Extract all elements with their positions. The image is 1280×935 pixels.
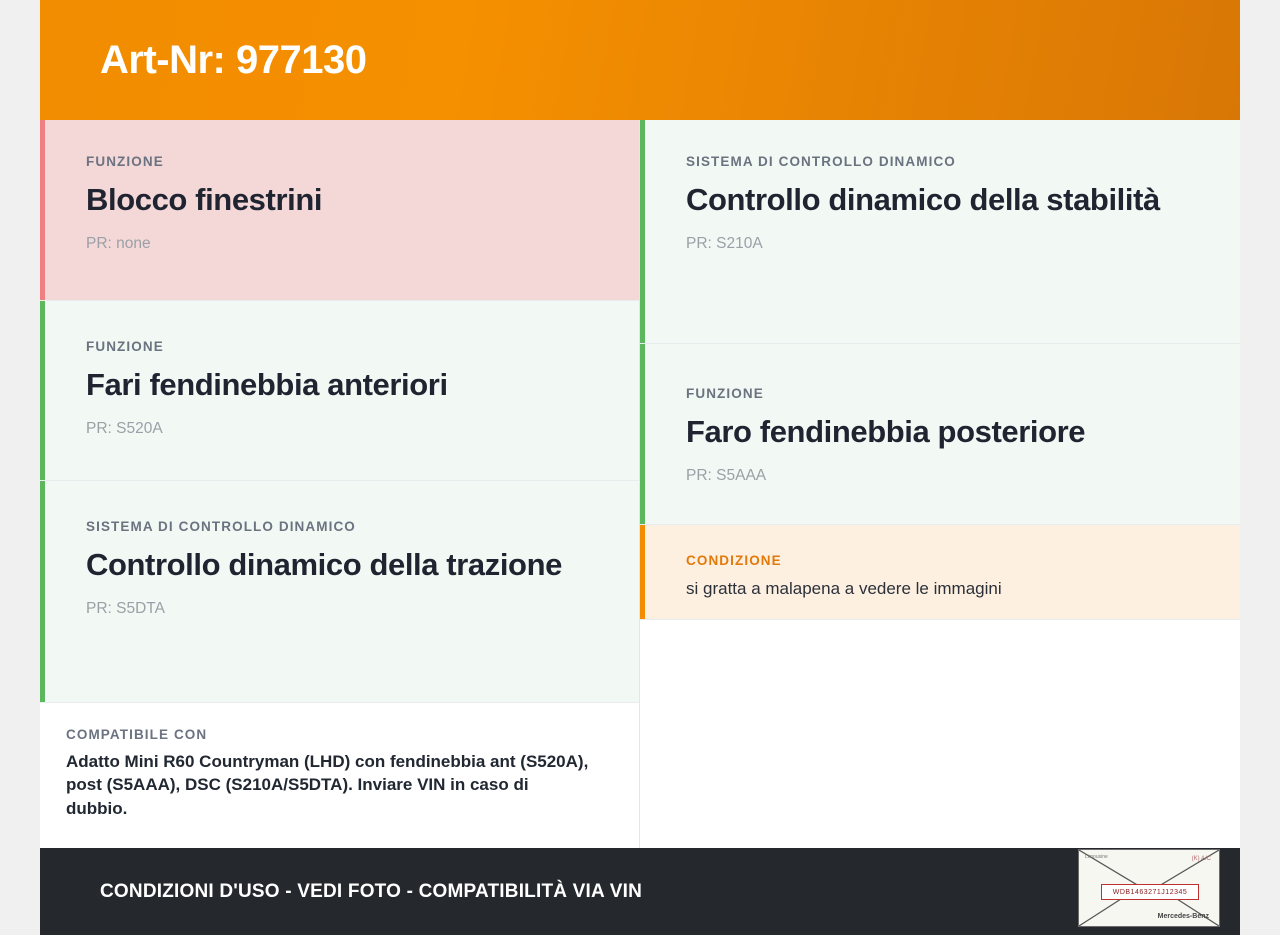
card-title: Controllo dinamico della stabilità [686,182,1160,217]
compatibility-kicker: COMPATIBILE CON [66,727,208,742]
card-title: Blocco finestrini [86,182,323,217]
right-column [640,120,1240,848]
stamp-top-right-text: (K) A/C [1191,856,1211,862]
feature-card [640,344,1240,525]
stamp-vin-plate: WDB1463271J12345 [1101,884,1199,900]
feature-card [40,301,639,481]
document-sheet [40,0,1240,935]
feature-card [640,120,1240,344]
left-column [40,120,640,848]
content-columns [40,120,1240,848]
card-pr-code: PR: none [86,234,151,252]
header-banner [40,0,1240,120]
condition-card [640,525,1240,620]
stamp-top-left-text: Limousine [1085,854,1108,860]
card-title: Faro fendinebbia posteriore [686,414,1086,449]
card-kicker: SISTEMA DI CONTROLLO DINAMICO [686,154,956,169]
feature-card [40,481,639,703]
footer-bar [40,848,1240,935]
card-kicker: SISTEMA DI CONTROLLO DINAMICO [86,519,356,534]
footer-text: CONDIZIONI D'USO - VEDI FOTO - COMPATIBILITÀ VIA VIN [100,880,642,902]
card-pr-code: PR: S5AAA [686,466,767,484]
vin-stamp-image [1078,849,1220,927]
condition-text: si gratta a malapena a vedere le immagini [686,579,1002,598]
compatibility-text: Adatto Mini R60 Countryman (LHD) con fendinebbia ant (S520A), post (S5AAA), DSC (S210A/S5DTA). Inviare VIN in caso di dubbio. [66,752,589,818]
card-title: Fari fendinebbia anteriori [86,367,448,402]
condition-kicker: CONDIZIONE [686,553,782,568]
card-kicker: FUNZIONE [686,386,764,401]
feature-card [40,120,639,301]
card-pr-code: PR: S210A [686,234,763,252]
card-kicker: FUNZIONE [86,154,164,169]
card-pr-code: PR: S520A [86,419,163,437]
card-title: Controllo dinamico della trazione [86,547,562,582]
stamp-brand-text: Mercedes-Benz [1157,913,1209,920]
compatibility-card [40,703,639,844]
page-title: Art-Nr: 977130 [100,37,367,82]
card-kicker: FUNZIONE [86,339,164,354]
card-pr-code: PR: S5DTA [86,599,165,617]
